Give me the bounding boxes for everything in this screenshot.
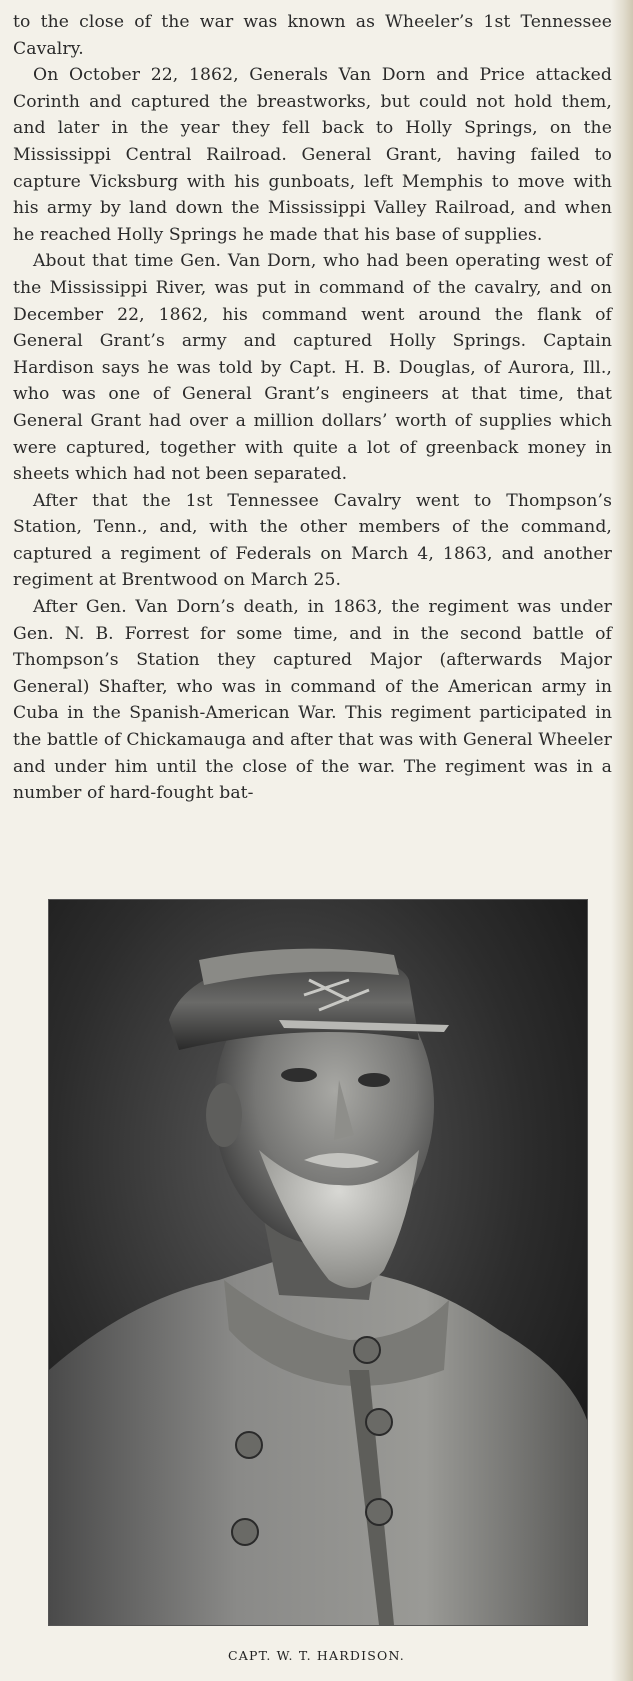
paragraph-1: to the close of the war was known as Wheeler’s 1st Tennessee Cavalry. — [13, 12, 612, 59]
paragraph-2: On October 22, 1862, Generals Van Dorn and Price attacked Corinth and captured the breastworks, but could not hold them, and later in the year they fell back to Holly Springs, on the Mississippi Central Railroad. General Grant, having failed to capture Vicksburg with his gunboats, left Memphis to move with his army by land down the Mississippi Valley Railroad, and when he reached Holly Springs he made that his base of supplies. — [13, 65, 612, 245]
article-body — [13, 9, 612, 807]
portrait-photo — [48, 899, 588, 1626]
paragraph-3: About that time Gen. Van Dorn, who had been operating west of the Mississippi River, was put in command of the cavalry, and on December 22, 1862, his command went around the flank of General Grant’s army and captured Holly Springs. Captain Hardison says he was told by Capt. H. B. Douglas, of Aurora, Ill., who was one of General Grant’s engineers at that time, that General Grant had over a million dollars’ worth of supplies which were captured, together with quite a lot of greenback money in sheets which had not been separated. — [13, 251, 612, 485]
page-edge-shadow — [611, 0, 633, 1681]
paragraph-5: After Gen. Van Dorn’s death, in 1863, the regiment was under Gen. N. B. Forrest for some time, and in the second battle of Thompson’s Station they captured Major (afterwards Major General) Shafter, who was in command of the American army in Cuba in the Spanish-American War. This regiment participated in the battle of Chickamauga and after that was with General Wheeler and under him until the close of the war. The regiment was in a number of hard-fought bat- — [13, 597, 612, 804]
portrait-figure — [48, 899, 588, 1626]
portrait-soldier-image — [49, 900, 587, 1625]
portrait-caption: CAPT. W. T. HARDISON. — [228, 1648, 405, 1663]
paragraph-4: After that the 1st Tennessee Cavalry went to Thompson’s Station, Tenn., and, with the other members of the command, captured a regiment of Federals on March 4, 1863, and another regiment at Brentwood on March 25. — [13, 490, 612, 591]
